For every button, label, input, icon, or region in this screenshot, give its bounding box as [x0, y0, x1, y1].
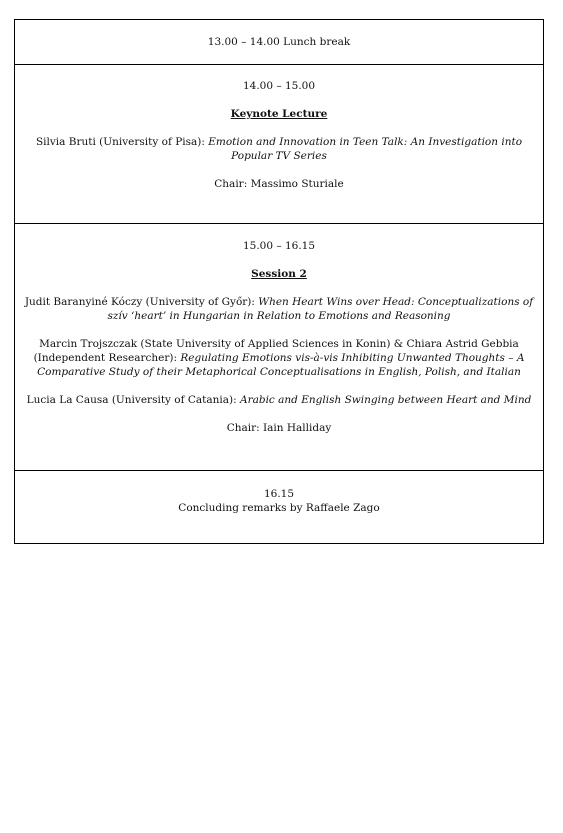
lunch-row — [15, 20, 544, 65]
lunch-break-text: 13.00 – 14.00 Lunch break — [207, 36, 351, 48]
closing-time: 16.15 — [263, 488, 295, 500]
session-2-time: 15.00 – 16.15 — [242, 240, 316, 252]
talk-title: Arabic and English Swinging between Heart and Mind — [239, 394, 532, 406]
keynote-chair: Chair: Massimo Sturiale — [214, 178, 344, 190]
talk-entry — [23, 393, 535, 407]
programme-table — [14, 19, 544, 544]
session-2-row — [15, 224, 544, 471]
lunch-cell — [15, 20, 544, 65]
keynote-speaker: Silvia Bruti (University of Pisa): — [35, 136, 209, 148]
session-2-cell — [15, 224, 544, 471]
talk-entry — [23, 337, 535, 379]
session-2-chair: Chair: Iain Halliday — [226, 422, 332, 434]
session-2-heading: Session 2 — [251, 268, 307, 280]
keynote-time: 14.00 – 15.00 — [242, 80, 316, 92]
keynote-title: Emotion and Innovation in Teen Talk: An Investigation into Popular TV Series — [208, 136, 523, 162]
talk-speaker: Lucia La Causa (University of Catania): — [26, 394, 240, 406]
closing-cell — [15, 471, 544, 544]
talk-title: Regulating Emotions vis-à-vis Inhibiting Unwanted Thoughts – A Comparative Study of their Metaphorical Conceptualisations in English, Polish, and Italian — [37, 352, 525, 378]
keynote-cell — [15, 65, 544, 224]
talk-speaker: Marcin Trojszczak (State University of Applied Sciences in Konin) & Chiara Astrid Gebbia (Independent Researcher): — [33, 338, 519, 364]
closing-row — [15, 471, 544, 544]
keynote-entry — [23, 135, 535, 163]
talk-speaker: Judit Baranyiné Kóczy (University of Győr): — [24, 296, 259, 308]
closing-remarks: Concluding remarks by Raffaele Zago — [178, 502, 380, 514]
talk-title: When Heart Wins over Head: Conceptualizations of szív ‘heart’ in Hungarian in Relation to Emotions and Reasoning — [107, 296, 534, 322]
keynote-heading: Keynote Lecture — [230, 108, 328, 120]
keynote-row — [15, 65, 544, 224]
talk-entry — [23, 295, 535, 323]
